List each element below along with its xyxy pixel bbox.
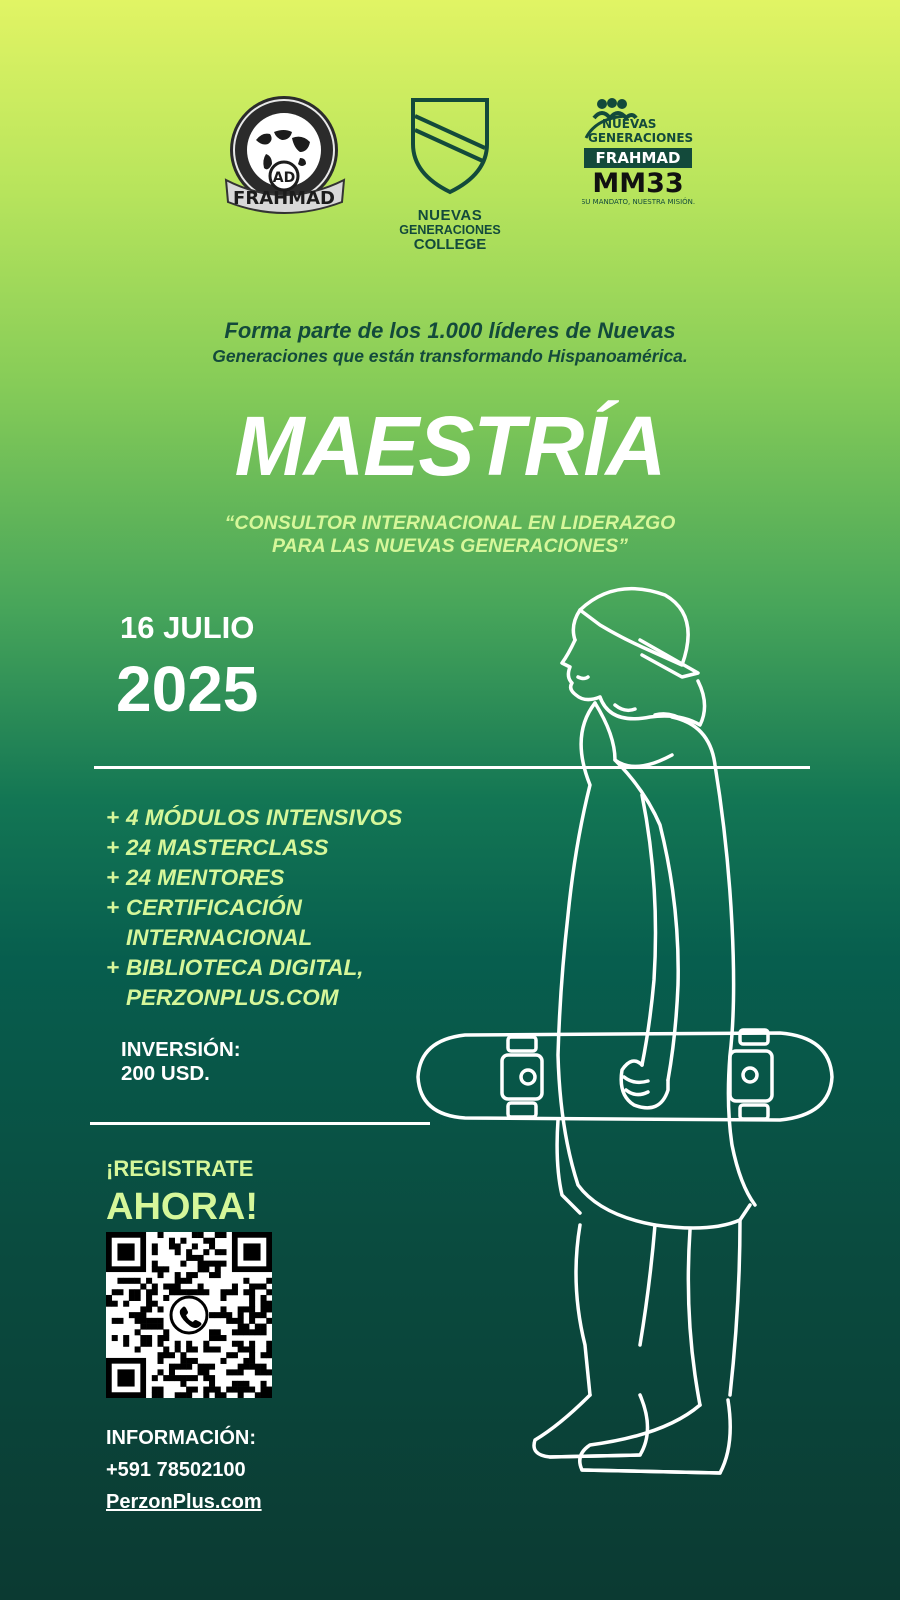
start-date-day: 16 JULIO xyxy=(120,610,255,645)
skater-with-skateboard-illustration xyxy=(410,585,850,1510)
frahmad-monogram: AD xyxy=(272,170,296,186)
info-label: INFORMACIÓN: xyxy=(106,1427,256,1449)
program-subtitle xyxy=(100,512,800,559)
investment-value: 200 USD. xyxy=(121,1062,210,1085)
feature-text: 4 MÓDULOS INTENSIVOS xyxy=(126,805,403,830)
tagline xyxy=(100,318,800,367)
feature-text: 24 MASTERCLASS xyxy=(126,835,329,860)
frahmad-logo xyxy=(222,94,352,218)
feature-item xyxy=(106,863,526,893)
start-date-year: 2025 xyxy=(116,653,259,725)
nuevas-generaciones-mm33-logo xyxy=(582,98,706,208)
program-title: MAESTRÍA xyxy=(234,399,666,493)
feature-text: 24 MENTORES xyxy=(126,865,285,890)
contact-info xyxy=(106,1422,262,1518)
feature-bullet: + xyxy=(106,955,120,980)
college-name-line3: COLLEGE xyxy=(413,235,487,253)
divider-top xyxy=(94,766,810,769)
subtitle-line1: “CONSULTOR INTERNACIONAL EN LIDERAZGO xyxy=(224,512,676,534)
feature-item xyxy=(106,833,526,863)
investment xyxy=(121,1038,241,1086)
college-name-line2: GENERACIONES xyxy=(399,222,501,237)
feature-item xyxy=(106,953,436,1013)
feature-text: BIBLIOTECA DIGITAL, PERZONPLUS.COM xyxy=(126,955,364,1010)
divider-bottom xyxy=(90,1122,430,1125)
website-link[interactable]: PerzonPlus.com xyxy=(106,1491,262,1513)
feature-bullet: + xyxy=(106,835,120,860)
feature-bullet: + xyxy=(106,805,120,830)
ng-logo-line4: MM33 xyxy=(592,168,684,199)
register-line1: ¡REGISTRATE xyxy=(106,1156,254,1181)
frahmad-wordmark: FRAHMAD xyxy=(233,188,335,209)
nuevas-generaciones-college-logo xyxy=(378,96,522,266)
people-group-icon xyxy=(582,98,706,208)
info-phone: +591 78502100 xyxy=(106,1459,246,1481)
feature-text: CERTIFICACIÓN INTERNACIONAL xyxy=(126,895,313,950)
ng-logo-line1: NUEVAS xyxy=(602,117,657,131)
feature-item xyxy=(106,803,526,833)
whatsapp-qr-code-icon[interactable] xyxy=(106,1232,272,1398)
feature-bullet: + xyxy=(106,895,120,920)
world-map-seal-icon xyxy=(222,94,352,218)
college-name-line1: NUEVAS xyxy=(417,207,483,224)
investment-label: INVERSIÓN: xyxy=(121,1038,241,1061)
qr-code-graphic xyxy=(106,1232,272,1398)
shield-icon xyxy=(405,96,495,196)
ng-logo-line2: GENERACIONES xyxy=(588,131,694,145)
ng-logo-line5: SU MANDATO, NUESTRA MISIÓN. xyxy=(582,198,696,206)
ng-logo-line3: FRAHMAD xyxy=(595,149,681,167)
register-line2: AHORA! xyxy=(106,1186,258,1228)
feature-item xyxy=(106,893,366,953)
subtitle-line2: PARA LAS NUEVAS GENERACIONES” xyxy=(271,535,629,558)
feature-list xyxy=(106,803,526,1013)
tagline-line1: Forma parte de los 1.000 líderes de Nuevas xyxy=(224,318,676,343)
feature-bullet: + xyxy=(106,865,120,890)
register-call-to-action xyxy=(106,1156,258,1229)
skater-illustration xyxy=(410,585,850,1510)
tagline-line2: Generaciones que están transformando Hispanoamérica. xyxy=(212,346,688,366)
college-name xyxy=(378,208,522,253)
